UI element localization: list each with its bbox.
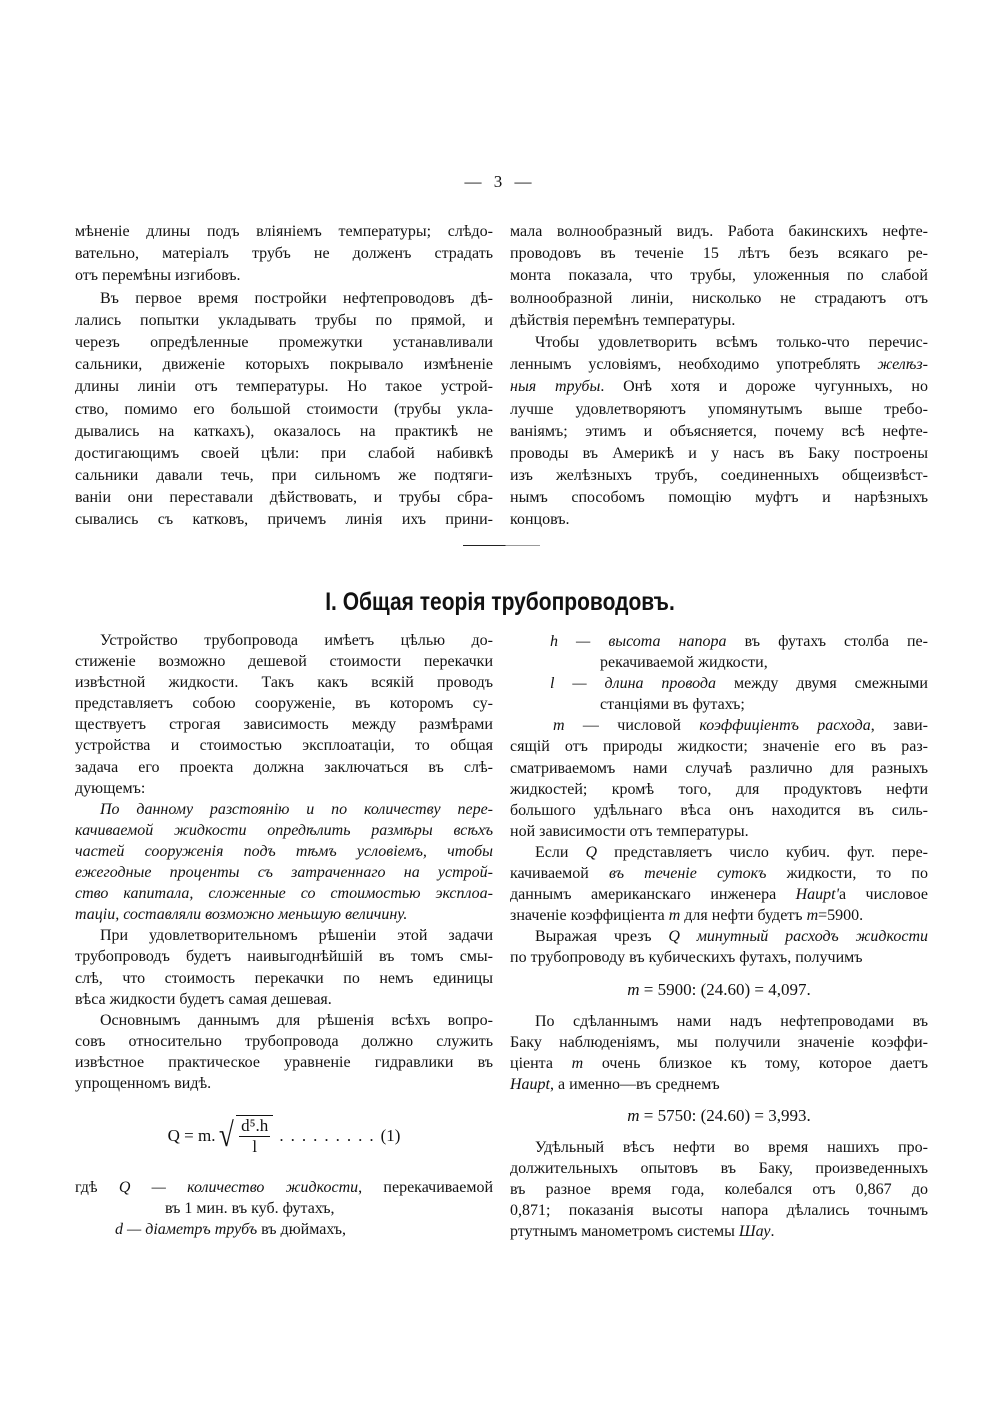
text-line: По данному разстоянію и по количеству пере-	[100, 800, 493, 818]
italic-text: m	[627, 1106, 640, 1126]
text-line	[510, 673, 928, 694]
text-line: ной зависимости отъ температуры.	[510, 822, 749, 840]
text-line: длины линіи отъ температуры. Но такое устрой-	[75, 378, 493, 396]
denominator: l	[252, 1136, 258, 1156]
text-line: таціи, составляли возможно меньшую величину.	[75, 906, 408, 924]
paragraph	[75, 1010, 493, 1094]
text-line: дѣйствія перемѣнъ температуры.	[510, 311, 736, 329]
text-line: сматриваемомъ нами случаѣ различно для разныхъ	[510, 759, 928, 777]
text-segment: — числовой	[564, 717, 700, 735]
italic-text: Haupt'	[795, 886, 840, 904]
text-line: упрощенномъ видѣ.	[75, 1074, 212, 1092]
paragraph	[510, 631, 928, 673]
text-line: представляетъ собою сооруженіе, въ которомъ су-	[75, 695, 493, 713]
text-line: достигающимъ своей цѣли: при слабой набивкѣ	[75, 444, 493, 462]
text-line: ство капитала, сложенные со стоимостью эксплоа-	[75, 885, 493, 903]
text-line	[510, 354, 928, 376]
text-line: Баку наблюденіямъ, мы получили значеніе коэффи-	[510, 1033, 928, 1051]
text-line	[510, 1053, 928, 1074]
text-segment: .	[770, 1223, 775, 1241]
text-line	[510, 842, 928, 863]
italic-text: въ теченіе сутокъ	[608, 865, 767, 883]
text-line: изъ желѣзныхъ трубъ, соединенныхъ общеизвѣст-	[510, 467, 928, 485]
paragraph	[75, 221, 493, 288]
text-segment: въ дюймахъ,	[257, 1221, 346, 1239]
text-segment: жидкости, то по	[766, 865, 928, 883]
equation	[75, 1094, 493, 1177]
paragraph	[75, 799, 493, 926]
italic-text: m	[571, 1054, 584, 1072]
text-line: волнообразной линіи, нисколько не страдаютъ отъ	[510, 289, 928, 307]
paragraph	[510, 1137, 928, 1242]
text-line: сывались съ катковъ, причемъ линія ихъ прини-	[75, 511, 493, 529]
text-line	[510, 715, 928, 736]
text-line: Чтобы удовлетворить всѣмъ только-что перечис-	[535, 333, 928, 351]
text-line: Устройство трубопровода имѣетъ цѣлью до-	[100, 632, 493, 649]
text-line: Основнымъ даннымъ для рѣшенія всѣхъ вопро-	[100, 1011, 493, 1029]
italic-text: Шау	[738, 1223, 771, 1241]
lower-left-column	[75, 630, 493, 1240]
text-segment: значеніе коэффиціента	[510, 907, 669, 925]
page-number: — 3 —	[464, 172, 536, 191]
text-line	[510, 926, 928, 947]
text-segment: = 5750: (24.60) = 3,993.	[639, 1106, 811, 1126]
text-segment: =5900.	[818, 907, 864, 925]
equation	[510, 969, 928, 1011]
text-line: качиваемой жидкости опредѣлить размѣры всѣхъ	[75, 821, 493, 839]
text-segment: даннымъ американскаго инженера	[510, 886, 796, 904]
text-line: сальники, движеніе которыхъ покрывало измѣненіе	[75, 356, 493, 374]
text-line: Удѣльный вѣсъ нефти во время нашихъ про-	[535, 1138, 928, 1156]
paragraph	[510, 926, 928, 968]
italic-text: Q минутный расходъ жидкости	[668, 928, 929, 946]
lower-right-column	[510, 631, 928, 1242]
italic-text: Q — количество жидкости	[118, 1179, 359, 1197]
text-segment: , зави-	[870, 717, 929, 735]
text-line: въ разное время года, колебался отъ 0,867 до	[510, 1181, 928, 1199]
text-line	[510, 376, 928, 398]
text-line: вѣса жидкости будетъ самая дешевая.	[75, 990, 332, 1008]
italic-text: желѣз-	[877, 356, 928, 374]
leader-dots: .........	[279, 1125, 381, 1145]
text-line: дующемъ:	[75, 779, 146, 797]
text-segment: а числовое	[839, 886, 928, 904]
paragraph	[75, 925, 493, 1009]
text-line: въ 1 мин. въ куб. футахъ,	[165, 1200, 335, 1218]
text-line: нымъ способомъ помощію муфтъ и нарѣзныхъ	[510, 489, 928, 507]
text-line: проводовъ въ теченіе 15 лѣтъ безъ всякаго ре-	[510, 245, 928, 263]
paragraph	[510, 221, 928, 332]
equation-number: (1)	[380, 1125, 401, 1145]
text-segment: , перекачиваемой	[358, 1179, 494, 1197]
text-line: по трубопроводу въ кубическихъ футахъ, получимъ	[510, 949, 863, 967]
section-heading: I. Общая теорія трубопроводовъ.	[325, 588, 675, 616]
text-segment: представляетъ число кубич. фут. пере-	[597, 843, 929, 861]
text-segment: въ футахъ столба пе-	[726, 633, 928, 650]
text-line: извѣстной жидкости. Такъ какъ всякій проводъ	[75, 674, 493, 692]
text-line: рекачиваемой жидкости,	[600, 654, 768, 672]
text-segment: ртутнымъ манометромъ системы	[510, 1223, 739, 1241]
text-segment: очень близкое къ тому, которое даетъ	[583, 1054, 928, 1072]
paragraph	[75, 288, 493, 532]
top-right-column	[510, 221, 928, 532]
equation	[510, 1095, 928, 1137]
text-line	[510, 884, 928, 905]
paragraph	[510, 1011, 928, 1095]
text-line: Въ первое время постройки нефтепроводовъ дѣ-	[100, 289, 493, 307]
text-segment: = 5900: (24.60) = 4,097.	[639, 979, 811, 999]
text-line	[627, 979, 811, 1000]
text-line: ваніямъ; этимъ и объясняется, почему всѣ нефте-	[510, 422, 928, 440]
text-segment: . Онѣ хотя и дороже чугунныхъ, но	[600, 378, 928, 396]
equation-lhs: Q = m.	[167, 1125, 216, 1145]
text-line: слѣ, что стоимость перекачки по немъ единицы	[75, 969, 493, 987]
text-line: монта показала, что трубы, уложенныя по слабой	[510, 267, 928, 285]
text-line: При удовлетворительномъ рѣшеніи этой задачи	[100, 927, 493, 945]
text-line: должительныхъ опытовъ въ Баку, произведенныхъ	[510, 1159, 928, 1177]
text-line	[510, 905, 928, 926]
text-line: лучше удовлетворяютъ упомянутымъ выше требо-	[510, 400, 928, 418]
section-divider	[463, 545, 540, 546]
text-segment: между двумя смежными	[716, 675, 928, 693]
text-line: вательно, матеріалъ трубъ не долженъ страдать	[75, 245, 493, 263]
italic-text: m	[553, 717, 565, 735]
text-segment: Выражая чрезъ	[535, 928, 669, 946]
italic-text: Q	[585, 843, 598, 861]
paragraph	[75, 1177, 493, 1219]
text-line: большого удѣльнаго вѣса онъ находится въ силь-	[510, 801, 928, 819]
text-line	[75, 1219, 493, 1240]
text-line: 0,871; показанія высоты напора дѣлались точнымъ	[510, 1202, 928, 1220]
text-line: задача его проекта должна заключаться въ слѣ-	[75, 758, 493, 776]
text-segment: леннымъ условіямъ, необходимо употреблять	[510, 356, 878, 374]
paragraph	[510, 673, 928, 715]
italic-text: коэффиціентъ расхода	[699, 717, 871, 735]
text-line: ваніи они переставали дѣйствовать, и трубы сбра-	[75, 489, 493, 507]
text-segment: Если	[535, 843, 586, 861]
text-segment: качиваемой	[510, 865, 609, 883]
text-line: частей сооруженія подъ тѣмъ условіемъ, чтобы	[75, 842, 493, 860]
text-line: черезъ опредѣленные промежутки устанавливали	[75, 333, 493, 351]
text-line: трубопроводъ будетъ наивыгоднѣйшій въ томъ смы-	[75, 948, 493, 966]
text-line: сящій отъ природы жидкости; значеніе его въ раз-	[510, 738, 928, 756]
paragraph	[510, 842, 928, 926]
text-line: лались попытки укладывать трубы по прямой, и	[75, 311, 493, 329]
square-root-sign: √	[219, 1116, 235, 1154]
text-line: станціями въ футахъ;	[600, 696, 745, 714]
paragraph	[75, 1219, 493, 1240]
italic-text: m	[806, 907, 819, 925]
italic-text: l — длина провода	[550, 675, 717, 693]
text-line: извѣстное практическое уравненіе гидравлики въ	[75, 1053, 493, 1071]
text-line	[510, 1221, 928, 1242]
text-line: жидкостей; кромѣ того, для продуктовъ нефти	[510, 780, 928, 798]
paragraph	[510, 715, 928, 842]
italic-text: Haupt	[510, 1075, 550, 1093]
italic-text: ныя трубы	[510, 378, 601, 396]
text-line: ществуетъ строгая зависимость между размѣрами	[75, 716, 493, 734]
text-line: мѣненіе длины подъ вліяніемъ температуры; слѣдо-	[75, 223, 493, 240]
text-line: дывались на каткахъ), оказалось на практикѣ не	[75, 422, 493, 440]
italic-text: m	[627, 979, 640, 999]
text-line: мала волнообразный видъ. Работа бакинскихъ нефте-	[510, 223, 928, 240]
paragraph	[510, 332, 928, 532]
text-line	[75, 1177, 493, 1198]
text-line: устройства и стоимостью эксплоатаціи, то общая	[75, 737, 493, 755]
numerator: d⁵.h	[241, 1115, 269, 1135]
text-segment: гдѣ	[75, 1179, 119, 1197]
text-line	[627, 1105, 811, 1126]
text-line: стиженіе возможно дешевой стоимости перекачки	[75, 653, 493, 671]
top-left-column	[75, 221, 493, 532]
text-line: отъ перемѣны изгибовъ.	[75, 267, 241, 285]
text-line	[510, 1074, 928, 1095]
text-line: По сдѣланнымъ нами надъ нефтепроводами въ	[535, 1012, 928, 1030]
text-segment: ціента	[510, 1054, 572, 1072]
text-line: сальники давали течь, при сильномъ же подтяги-	[75, 467, 493, 485]
italic-text: d — діаметръ трубъ	[115, 1221, 258, 1239]
text-line: ежегодные проценты съ затраченнаго на устрой-	[75, 864, 493, 882]
text-line: проводы въ Америкѣ и у насъ въ Баку построены	[510, 444, 928, 462]
paragraph	[75, 630, 493, 799]
text-line	[510, 631, 928, 652]
text-line: совъ относительно трубопровода должно служить	[75, 1032, 493, 1050]
text-line	[510, 863, 928, 884]
italic-text: h — высота напора	[550, 633, 727, 650]
text-segment: , а именно—въ среднемъ	[550, 1075, 720, 1093]
fraction	[236, 1115, 273, 1157]
text-segment: для нефти будетъ	[680, 907, 807, 925]
text-line: ство, помимо его большой стоимости (трубы укла-	[75, 400, 493, 418]
italic-text: m	[668, 907, 681, 925]
text-line: концовъ.	[510, 511, 570, 529]
